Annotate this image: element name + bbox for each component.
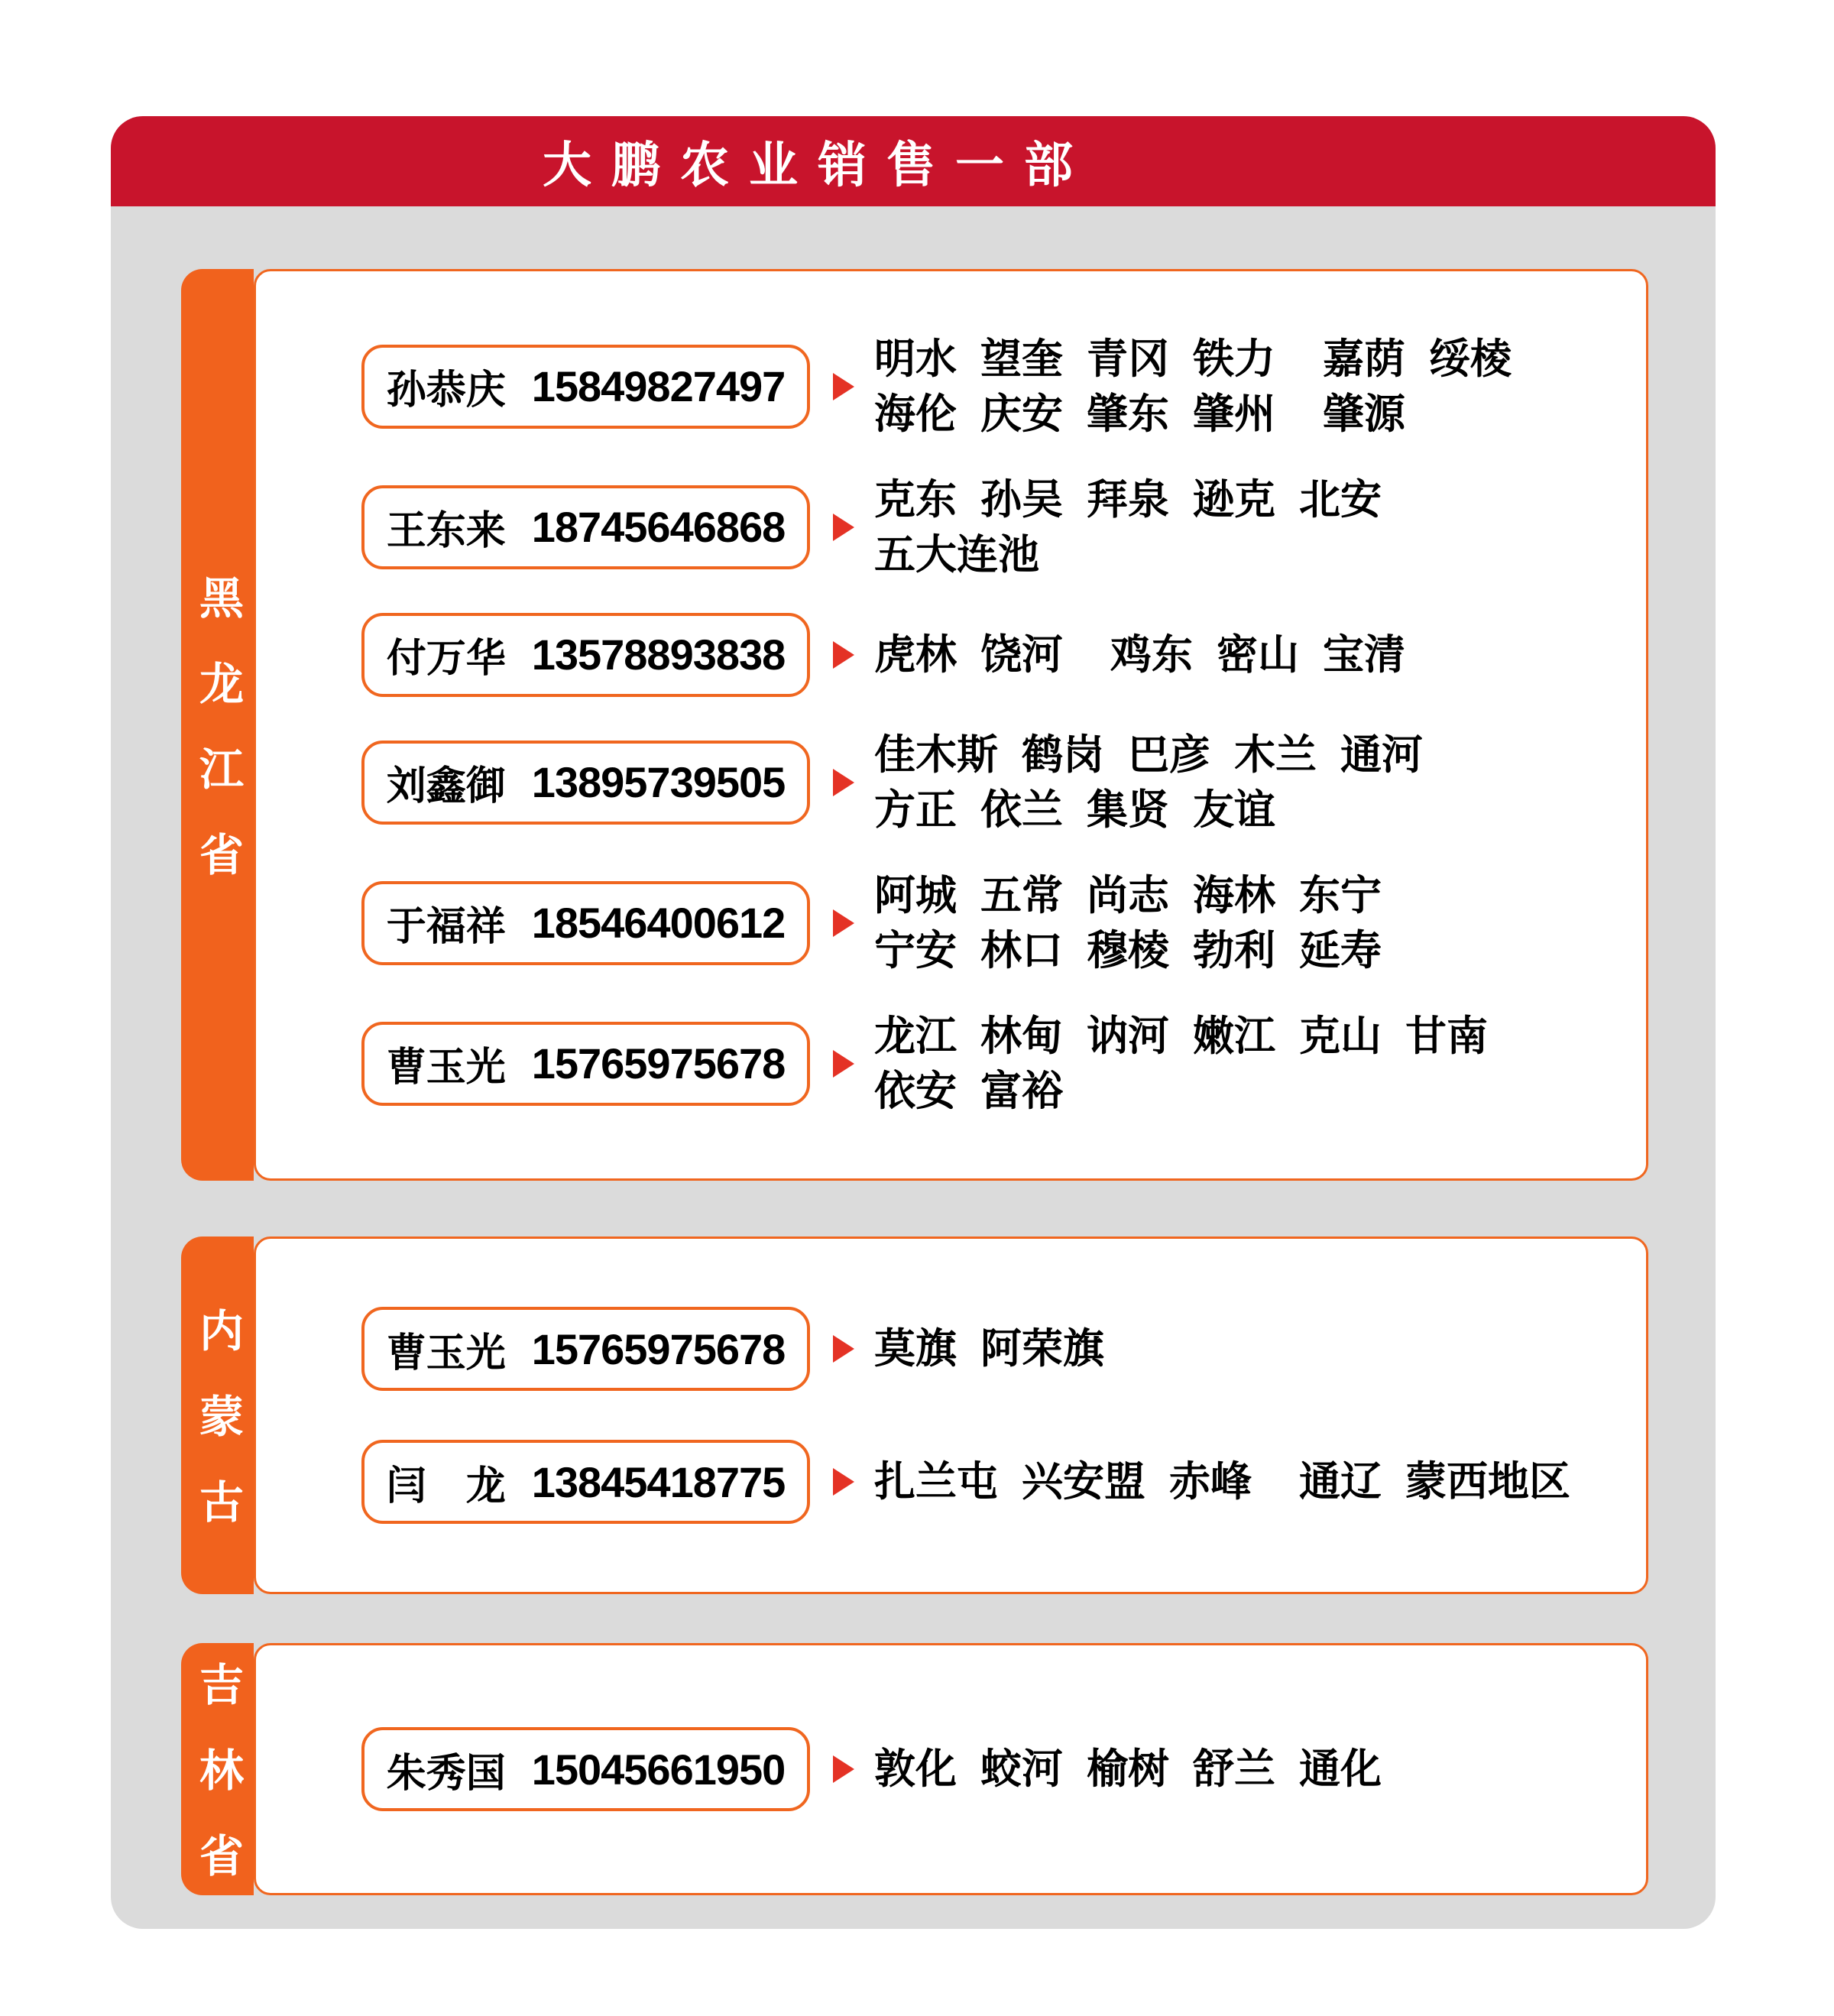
region-line: 莫旗 阿荣旗 bbox=[874, 1326, 1105, 1372]
directory-container bbox=[111, 116, 1716, 1929]
contact-row bbox=[361, 868, 1646, 978]
contact-name-box bbox=[361, 1440, 810, 1524]
province-section-2 bbox=[181, 1643, 1648, 1918]
contact-name-box bbox=[361, 613, 810, 697]
region-line: 克东 孙吴 拜泉 逊克 北安 bbox=[874, 476, 1382, 523]
contact-name-box bbox=[361, 1022, 810, 1106]
contact-phone: 15765975678 bbox=[531, 1039, 786, 1087]
contact-phone: 13845418775 bbox=[531, 1457, 786, 1506]
contact-name: 于福祥 bbox=[386, 905, 506, 949]
contact-name: 王东来 bbox=[386, 509, 506, 553]
province-section-0 bbox=[181, 269, 1648, 1181]
province-card bbox=[254, 269, 1648, 1181]
contact-name-box bbox=[361, 741, 810, 825]
arrow-right-icon bbox=[833, 1468, 854, 1496]
province-tab-label: 内蒙古 bbox=[193, 1308, 242, 1564]
contact-name: 曹玉光 bbox=[386, 1045, 506, 1090]
province-card bbox=[254, 1237, 1648, 1594]
contact-name-box bbox=[361, 485, 810, 569]
region-line: 方正 依兰 集贤 友谊 bbox=[874, 786, 1276, 833]
region-line: 海伦 庆安 肇东 肇州 肇源 bbox=[874, 391, 1406, 437]
department-header bbox=[111, 116, 1716, 206]
region-list bbox=[874, 472, 1382, 582]
contact-row bbox=[361, 1727, 1646, 1811]
arrow-right-icon bbox=[833, 769, 854, 796]
arrow-right-icon bbox=[833, 1050, 854, 1078]
region-list bbox=[874, 1742, 1382, 1797]
contact-row bbox=[361, 1440, 1646, 1524]
arrow-right-icon bbox=[833, 1755, 854, 1783]
region-line: 佳木斯 鹤岗 巴彦 木兰 通河 bbox=[874, 731, 1424, 778]
contact-phone: 13578893838 bbox=[531, 630, 786, 679]
contact-row bbox=[361, 332, 1646, 442]
contact-phone: 18546400612 bbox=[531, 899, 786, 947]
region-line: 虎林 饶河 鸡东 密山 宝清 bbox=[874, 631, 1406, 678]
contact-name-box bbox=[361, 881, 810, 965]
arrow-right-icon bbox=[833, 373, 854, 400]
arrow-right-icon bbox=[833, 909, 854, 937]
contact-name: 闫 龙 bbox=[386, 1463, 506, 1509]
contact-row bbox=[361, 1307, 1646, 1391]
arrow-right-icon bbox=[833, 514, 854, 541]
region-line: 阿城 五常 尚志 海林 东宁 bbox=[874, 872, 1382, 919]
contact-name: 曹玉光 bbox=[386, 1330, 506, 1376]
region-list bbox=[874, 1321, 1104, 1376]
region-line: 敦化 蛟河 榆树 舒兰 通化 bbox=[874, 1746, 1382, 1792]
region-list bbox=[874, 332, 1512, 442]
arrow-right-icon bbox=[833, 1335, 854, 1363]
province-tab-label: 黑龙江省 bbox=[193, 574, 242, 917]
province-section-1 bbox=[181, 1237, 1648, 1594]
contact-row bbox=[361, 728, 1646, 838]
region-list bbox=[874, 868, 1382, 978]
province-tab-label: 吉林省 bbox=[193, 1661, 242, 1918]
province-tab bbox=[181, 1237, 254, 1594]
region-line: 宁安 林口 穆棱 勃利 延寿 bbox=[874, 927, 1382, 974]
contact-name-box bbox=[361, 1727, 810, 1811]
contact-name: 付万华 bbox=[386, 637, 506, 681]
contact-phone: 18745646868 bbox=[531, 503, 786, 551]
region-line: 五大连池 bbox=[874, 531, 1039, 578]
contact-name-box bbox=[361, 345, 810, 429]
province-tab bbox=[181, 269, 254, 1181]
contact-phone: 15765975678 bbox=[531, 1324, 786, 1373]
contact-row bbox=[361, 472, 1646, 582]
contact-phone: 13895739505 bbox=[531, 758, 786, 806]
region-list bbox=[874, 627, 1405, 682]
province-card bbox=[254, 1643, 1648, 1895]
region-list bbox=[874, 1454, 1570, 1509]
contact-name: 刘鑫御 bbox=[386, 764, 506, 809]
contact-phone: 15045661950 bbox=[531, 1745, 786, 1794]
contact-row bbox=[361, 613, 1646, 697]
region-line: 明水 望奎 青冈 铁力 嘉荫 绥棱 bbox=[874, 335, 1512, 382]
region-list bbox=[874, 1009, 1488, 1119]
region-list bbox=[874, 728, 1423, 838]
contact-name: 朱秀国 bbox=[386, 1751, 506, 1796]
arrow-right-icon bbox=[833, 641, 854, 669]
department-title: 大鹏农业销售一部 bbox=[543, 138, 1093, 193]
region-line: 扎兰屯 兴安盟 赤峰 通辽 蒙西地区 bbox=[874, 1459, 1571, 1505]
region-line: 依安 富裕 bbox=[874, 1068, 1064, 1114]
region-line: 龙江 林甸 讷河 嫩江 克山 甘南 bbox=[874, 1013, 1489, 1059]
contact-row bbox=[361, 1009, 1646, 1119]
province-tab bbox=[181, 1643, 254, 1918]
contact-name-box bbox=[361, 1307, 810, 1391]
contact-phone: 15849827497 bbox=[531, 362, 786, 410]
contact-name: 孙恭庆 bbox=[386, 368, 506, 413]
